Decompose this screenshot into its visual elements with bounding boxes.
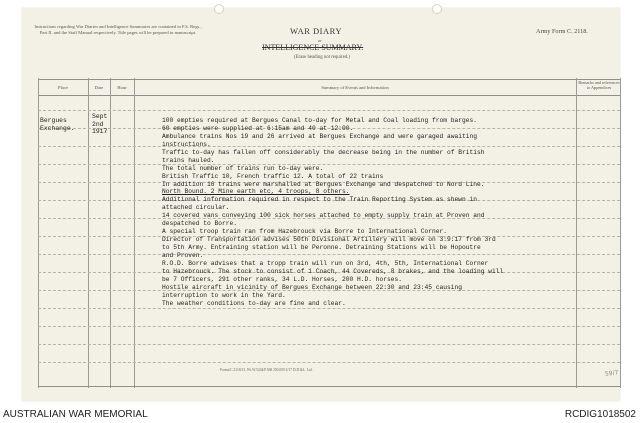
entry-date-line: 2nd xyxy=(92,120,104,128)
army-form-number: Army Form C. 2118. xyxy=(536,28,588,35)
summary-line: despatched to Borre. xyxy=(162,220,238,228)
form-subtitle: INTELLIGENCE SUMMARY. xyxy=(262,43,364,52)
entry-place-line: Bergues xyxy=(40,117,67,124)
ruled-line xyxy=(38,344,620,345)
column-header-date: Date xyxy=(94,85,104,90)
summary-line: attached circular. xyxy=(162,204,230,212)
summary-line: Additional information required in respect to the Train Reporting System as shewn in xyxy=(162,196,478,204)
column-rule xyxy=(38,78,39,388)
column-header-remarks: Remarks and references to Appendices xyxy=(578,80,620,90)
printer-imprint: Forms/C.2118/13. Wt.W.5244/P.568 250,000 2/17 D.D.&L. Ltd. xyxy=(220,368,313,372)
summary-line: Director of Transportation advises 50th Divisional Artillery will move on 3:9:17 from 3rd xyxy=(162,236,496,244)
table-header-rule xyxy=(38,95,620,96)
summary-line: to 5th Army. Entraining station will be Peronne. Detraining Stations will be Hopoutre xyxy=(162,244,481,251)
entry-date-line: 1917 xyxy=(92,128,108,135)
summary-line: A special troop train ran from Hazebrouck via Borre to International Corner. xyxy=(162,228,448,236)
archive-caption-right: RCDIG1018502 xyxy=(564,409,636,420)
summary-line: 60 empties were supplied at 6:15am and 40 at 12:00. xyxy=(162,124,354,132)
ruled-line xyxy=(38,362,620,363)
summary-line: 14 covered vans conveying 100 sick horses attached to empty supply train at Proven and xyxy=(162,212,485,220)
column-rule xyxy=(134,78,135,388)
erase-note: (Erase heading not required.) xyxy=(294,55,350,60)
instructions-text: Instructions regarding War Diaries and Intelligence Summaries are contained in F.S. Regs., Part II. and the Staff Manual respectively. Title pages will be prepared in manuscript. xyxy=(34,24,202,35)
column-rule xyxy=(88,78,89,388)
entry-date xyxy=(92,113,107,136)
archive-caption-left: AUSTRALIAN WAR MEMORIAL xyxy=(3,409,148,420)
punch-hole xyxy=(214,4,224,14)
summary-line: Ambulance trains Nos 19 and 26 arrived at Bergues Exchange and were garaged awaiting xyxy=(162,132,478,140)
summary-line: In addition 16 trains were marshalled at Bergues Exchange and despatched to Nord Line. xyxy=(162,180,485,188)
column-header-hour: Hour xyxy=(117,85,127,90)
summary-line: trains hauled. xyxy=(162,156,215,164)
entry-place xyxy=(40,117,75,132)
summary-line: Hostile aircraft in vicinity of Bergues Exchange between 22:30 and 23:45 causing xyxy=(162,283,463,291)
summary-line: to Hazebrouck. The stock to consist of 1 Coach, 44 Covereds, 8 brakes, and the loading will xyxy=(162,267,504,275)
table-top-rule xyxy=(38,79,620,80)
summary-line: North Bound. 2 Mine earth etc, 4 troops, 8 others. xyxy=(162,188,350,196)
summary-line: 100 empties required at Bergues Canal to-day for Metal and Coal loading from barges. xyxy=(162,117,478,124)
column-rule xyxy=(620,78,621,388)
ruled-line xyxy=(38,308,620,309)
column-rule xyxy=(110,78,111,388)
summary-line: The weather conditions to-day are fine and clear. xyxy=(162,299,346,307)
entry-date-line: Sept xyxy=(92,113,108,120)
ruled-line xyxy=(38,110,620,111)
table-bottom-rule xyxy=(38,386,620,387)
column-rule xyxy=(576,78,577,388)
form-or: or xyxy=(318,38,322,43)
summary-line: be 7 Officers, 291 other ranks, 34 L.D. Horses, 200 H.D. horses. xyxy=(162,275,403,283)
summary-line: and Proven. xyxy=(162,251,204,259)
column-header-place: Place xyxy=(58,85,68,90)
column-header-summary: Summary of Events and Information xyxy=(321,85,389,90)
form-title: WAR DIARY xyxy=(290,26,342,36)
summary-line: instructions. xyxy=(162,140,211,148)
summary-line: The total number of trains run to-day were. xyxy=(162,164,324,172)
pencil-annotation: 59/7 xyxy=(604,369,619,378)
entry-place-line: Exchange. xyxy=(40,124,75,132)
summary-line: R.O.D. Borre advises that a tropp train will run on 3rd, 4th, 5th, International Corner xyxy=(162,259,489,267)
punch-hole xyxy=(432,4,442,14)
summary-text xyxy=(162,117,503,308)
ruled-line xyxy=(38,326,620,327)
summary-line: Traffic to-day has fallen off considerably the decrease being in the number of British xyxy=(162,148,485,156)
summary-line: interruption to work in the Yard. xyxy=(162,291,286,299)
summary-line: British Traffic 10, French traffic 12. A total of 22 trains xyxy=(162,172,384,180)
